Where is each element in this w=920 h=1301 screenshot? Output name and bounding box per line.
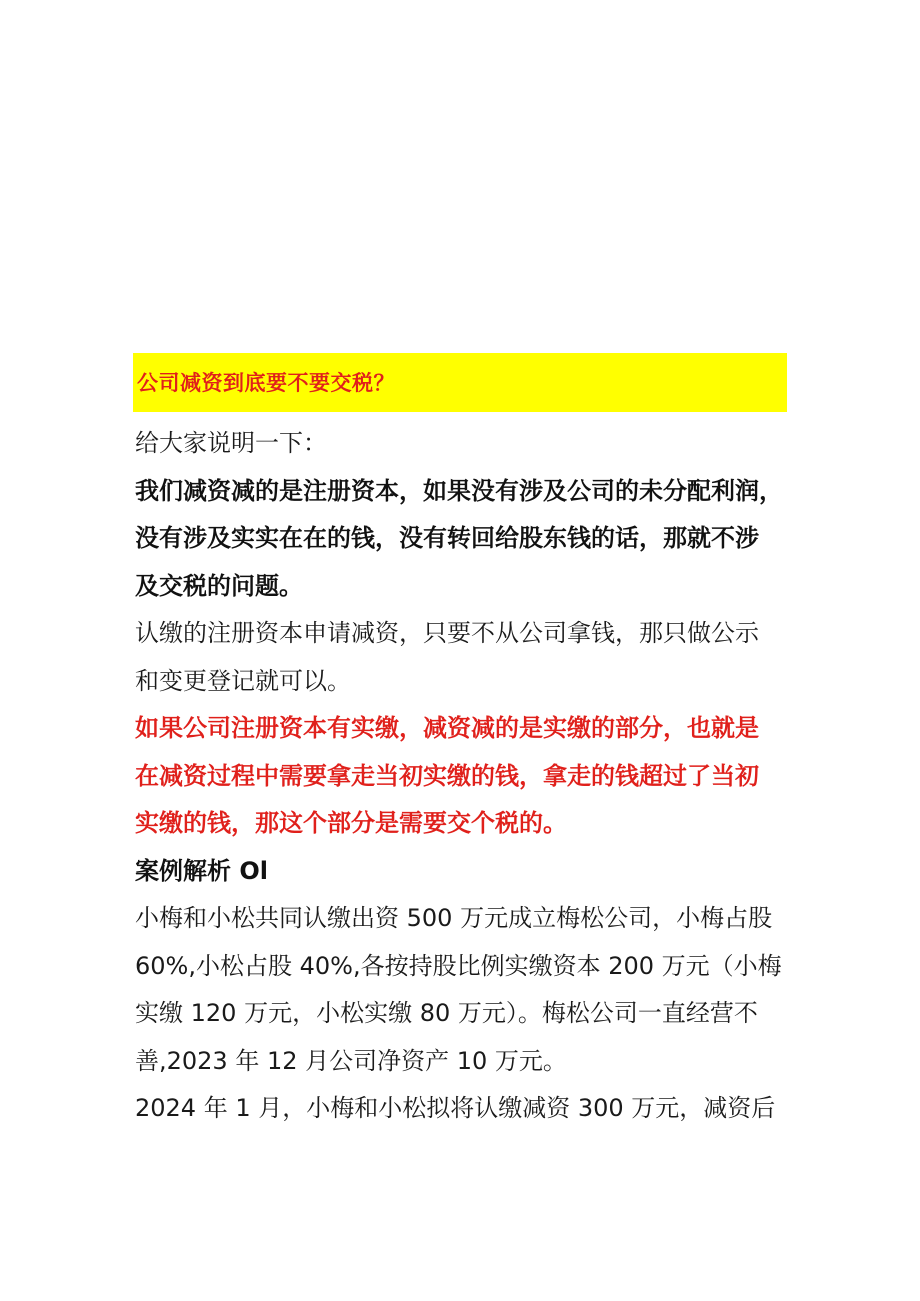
red-line: 实缴的钱，那这个部分是需要交个税的。	[135, 809, 567, 837]
case-line: 60%,小松占股 40%,各按持股比例实缴资本 200 万元（小梅	[135, 951, 782, 980]
bold-line: 没有涉及实实在在的钱，没有转回给股东钱的话，那就不涉	[135, 524, 759, 552]
case-line: 善,2023 年 12 月公司净资产 10 万元。	[135, 1046, 567, 1075]
case-line: 小梅和小松共同认缴出资 500 万元成立梅松公司，小梅占股	[135, 904, 773, 932]
case-heading	[135, 848, 790, 896]
normal-line: 认缴的注册资本申请减资，只要不从公司拿钱，那只做公示	[135, 619, 759, 647]
case-paragraph	[135, 895, 790, 1085]
bold-line: 及交税的问题。	[135, 571, 303, 600]
last-paragraph	[135, 1085, 790, 1133]
intro-paragraph	[135, 420, 790, 468]
bold-line: 我们减资减的是注册资本，如果没有涉及公司的未分配利润，	[135, 476, 783, 505]
bold-paragraph	[135, 468, 790, 611]
normal-paragraph	[135, 610, 790, 705]
red-line: 在减资过程中需要拿走当初实缴的钱，拿走的钱超过了当初	[135, 761, 759, 790]
title-highlight	[133, 353, 787, 412]
document-body	[135, 420, 790, 1133]
intro-line: 给大家说明一下：	[135, 429, 327, 457]
last-line: 2024 年 1 月，小梅和小松拟将认缴减资 300 万元，减资后	[135, 1094, 776, 1122]
case-heading-text: 案例解析 Ol	[135, 856, 268, 885]
normal-line: 和变更登记就可以。	[135, 666, 351, 695]
red-paragraph	[135, 705, 790, 848]
case-line: 实缴 120 万元，小松实缴 80 万元）。梅松公司一直经营不	[135, 999, 758, 1027]
page-title: 公司减资到底要不要交税？	[137, 371, 395, 395]
red-line: 如果公司注册资本有实缴，减资减的是实缴的部分，也就是	[135, 714, 759, 742]
